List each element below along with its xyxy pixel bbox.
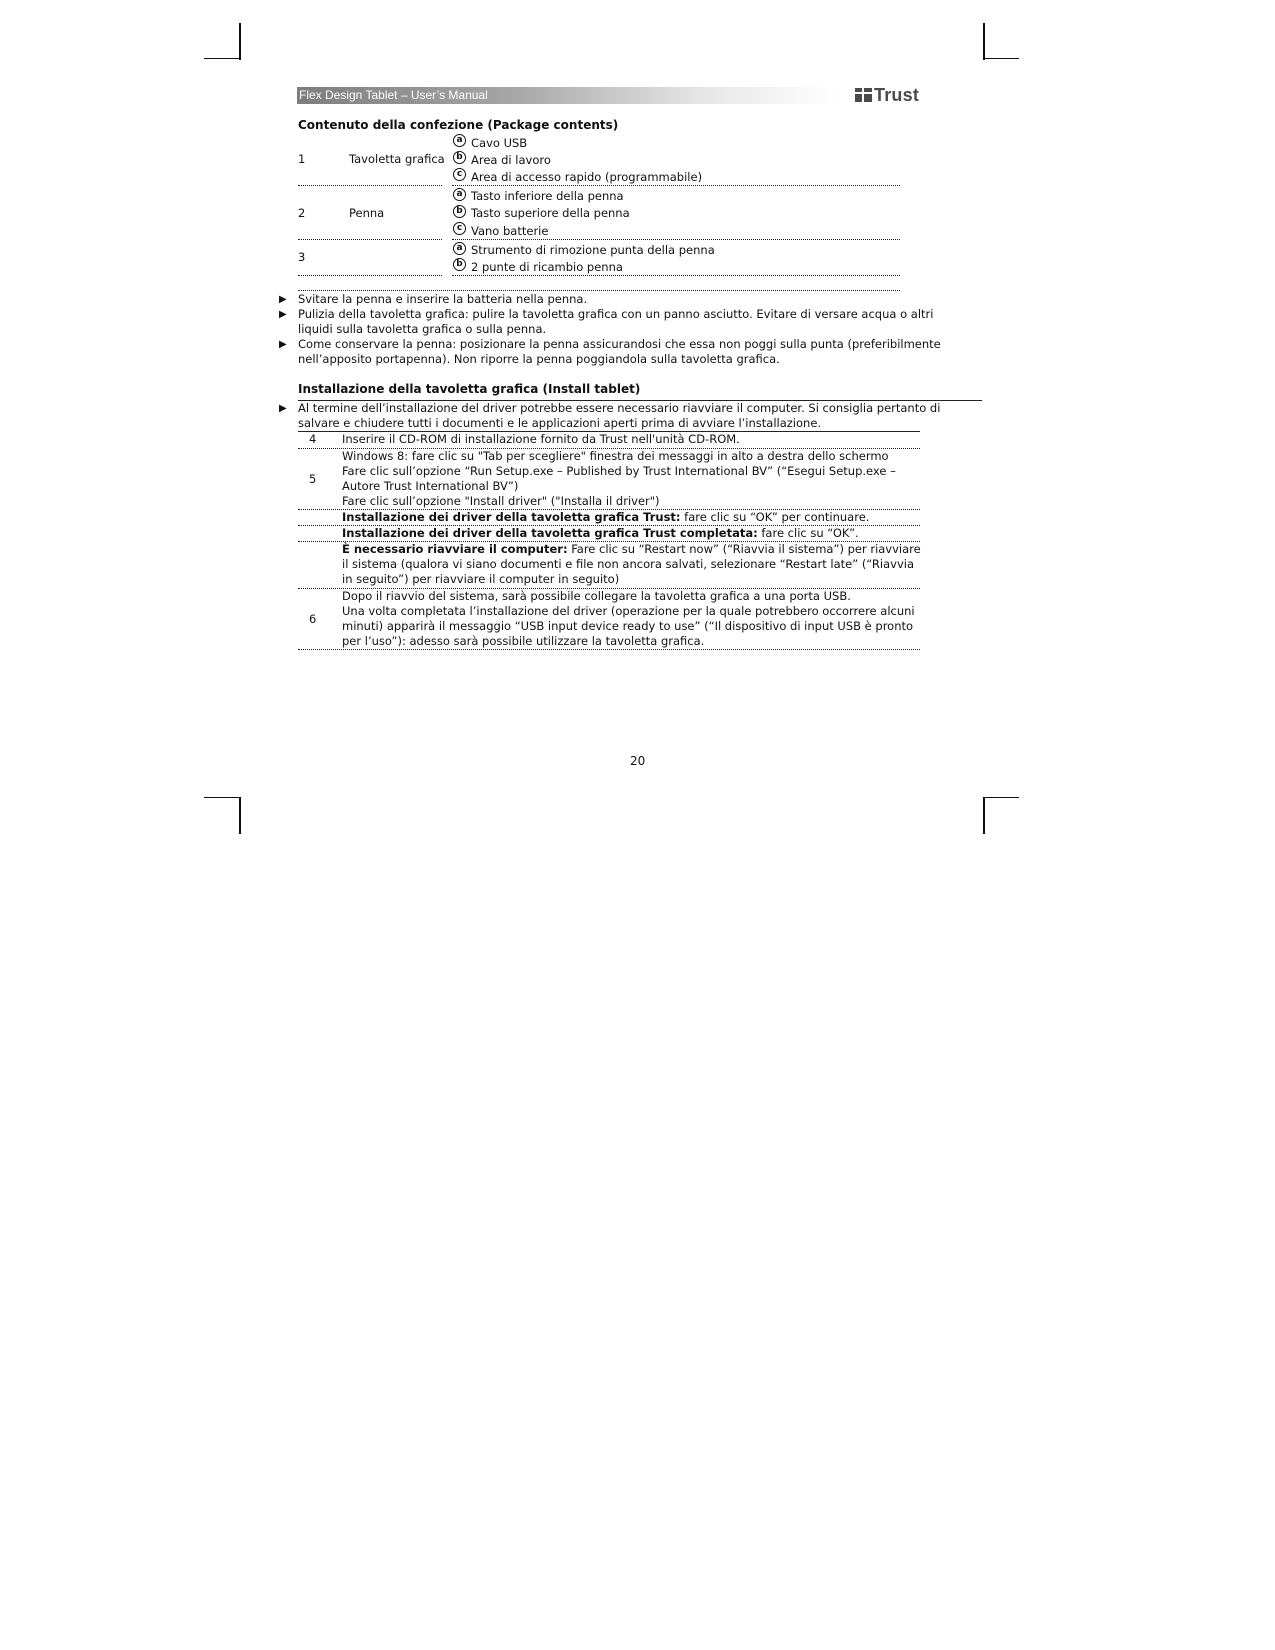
- bullet-icon: ▶: [279, 294, 287, 305]
- step-5-line-3: Fare clic sull’opzione "Install driver" ("Installa il driver"): [342, 494, 660, 508]
- package-row-1-part-b: Area di lavoro: [471, 153, 551, 167]
- package-row-1-rule-b: [452, 185, 900, 186]
- package-row-1-rule-a: [298, 185, 442, 186]
- package-row-3-part-a: Strumento di rimozione punta della penna: [471, 243, 715, 257]
- circled-a-icon: a: [453, 134, 466, 147]
- circled-b-icon: b: [453, 205, 466, 218]
- note-3: Come conservare la penna: posizionare la penna assicurandosi che essa non poggi sulla punta (preferibilmente nell’apposito portapenna). Non riporre la penna poggiandola sulla tavoletta grafica.: [298, 337, 941, 366]
- step-5-line-1: Windows 8: fare clic su "Tab per scegliere" finestra dei messaggi in alto a destra dello schermo: [342, 449, 889, 463]
- package-row-2-part-a: Tasto inferiore della penna: [471, 189, 624, 203]
- circled-a-icon: a: [453, 188, 466, 201]
- crop-mark-bottom-left-h: [204, 797, 240, 798]
- step-restart: [342, 542, 922, 587]
- header-title: Flex Design Tablet – User’s Manual: [299, 88, 488, 102]
- package-row-2-rule-b: [452, 239, 900, 240]
- page-number: 20: [630, 754, 646, 768]
- package-row-2-item: Penna: [349, 206, 385, 220]
- package-row-1-item: Tavoletta grafica: [349, 152, 445, 166]
- package-row-3-rule-b: [452, 275, 900, 276]
- step-6-num: 6: [309, 612, 317, 626]
- package-row-3-num: 3: [298, 250, 306, 264]
- package-heading: Contenuto della confezione (Package contents): [298, 118, 619, 132]
- package-row-2-rule-a: [298, 239, 442, 240]
- step-restart-bold: È necessario riavviare il computer:: [342, 542, 568, 556]
- circled-a-icon: a: [453, 242, 466, 255]
- package-row-1-part-c: Area di accesso rapido (programmabile): [471, 170, 703, 184]
- circled-c-icon: c: [453, 222, 466, 235]
- crop-mark-bottom-left-v: [239, 797, 241, 834]
- bullet-icon: ▶: [279, 309, 287, 320]
- step-5-num: 5: [309, 472, 317, 486]
- install-note: Al termine dell’installazione del driver potrebbe essere necessario riavviare il computer. Si consiglia pertanto di salvare e chiudere tutti i documenti e le applicazioni aperti prima di avviare l’installazione.: [298, 401, 941, 430]
- crop-mark-top-right-h: [983, 58, 1019, 59]
- step-6-line-1: Dopo il riavvio del sistema, sarà possibile collegare la tavoletta grafica a una porta USB.: [342, 589, 851, 603]
- step-4-text: Inserire il CD-ROM di installazione fornito da Trust nell'unità CD-ROM.: [342, 432, 740, 446]
- trust-logo-icon: [855, 87, 873, 103]
- step-driver-complete-text: fare clic su “OK”.: [757, 526, 859, 540]
- crop-mark-top-left-h: [204, 58, 240, 59]
- package-row-3-part-b: 2 punte di ricambio penna: [471, 260, 623, 274]
- step-5-line-2: Fare clic sull’opzione “Run Setup.exe – Published by Trust International BV” (“Esegui Setup.exe – Autore Trust International BV”): [342, 464, 896, 493]
- step-driver-install: [342, 510, 922, 525]
- package-row-2-part-c: Vano batterie: [471, 224, 549, 238]
- package-table-bottom-rule: [298, 290, 900, 291]
- install-heading: Installazione della tavoletta grafica (Install tablet): [298, 382, 641, 396]
- note-2: Pulizia della tavoletta grafica: pulire la tavoletta grafica con un panno asciutto. Evitare di versare acqua o altri liquidi sulla tavoletta grafica o sulla penna.: [298, 307, 934, 336]
- step-driver-install-text: fare clic su “OK” per continuare.: [680, 510, 870, 524]
- trust-logo: [855, 85, 919, 105]
- step-driver-install-bold: Installazione dei driver della tavoletta grafica Trust:: [342, 510, 681, 524]
- circled-c-icon: c: [453, 168, 466, 181]
- package-row-2-num: 2: [298, 206, 306, 220]
- step-6-line-2: Una volta completata l’installazione del driver (operazione per la quale potrebbero occorrere alcuni minuti) apparirà il messaggio “USB input device ready to use” (“Il dispositivo di input USB è pronto per l’uso”): adesso sarà possibile utilizzare la tavoletta grafica.: [342, 604, 915, 648]
- package-row-1-part-a: Cavo USB: [471, 136, 528, 150]
- bullet-icon: ▶: [279, 339, 287, 350]
- crop-mark-bottom-right-h: [983, 797, 1019, 798]
- package-row-1-num: 1: [298, 152, 306, 166]
- step-restart-text: Fare clic su “Restart now” (“Riavvia il sistema”) per riavviare il sistema (qualora vi siano documenti e file non ancora salvati, selezionare “Restart late” (“Riavvia in seguito”) per riavviare il computer in seguito): [342, 542, 921, 586]
- circled-b-icon: b: [453, 151, 466, 164]
- bullet-icon: ▶: [279, 403, 287, 414]
- package-row-3-rule-a: [298, 275, 442, 276]
- step-driver-complete: [342, 526, 922, 541]
- crop-mark-bottom-right-v: [983, 797, 985, 834]
- note-1: Svitare la penna e inserire la batteria nella penna.: [298, 292, 588, 306]
- trust-logo-text: Trust: [874, 84, 920, 105]
- crop-mark-top-left-v: [239, 23, 241, 60]
- step-4-num: 4: [309, 432, 317, 446]
- step-driver-complete-bold: Installazione dei driver della tavoletta grafica Trust completata:: [342, 526, 758, 540]
- crop-mark-top-right-v: [983, 23, 985, 60]
- step-6-rule: [298, 649, 920, 650]
- package-row-2-part-b: Tasto superiore della penna: [471, 206, 630, 220]
- circled-b-icon: b: [453, 258, 466, 271]
